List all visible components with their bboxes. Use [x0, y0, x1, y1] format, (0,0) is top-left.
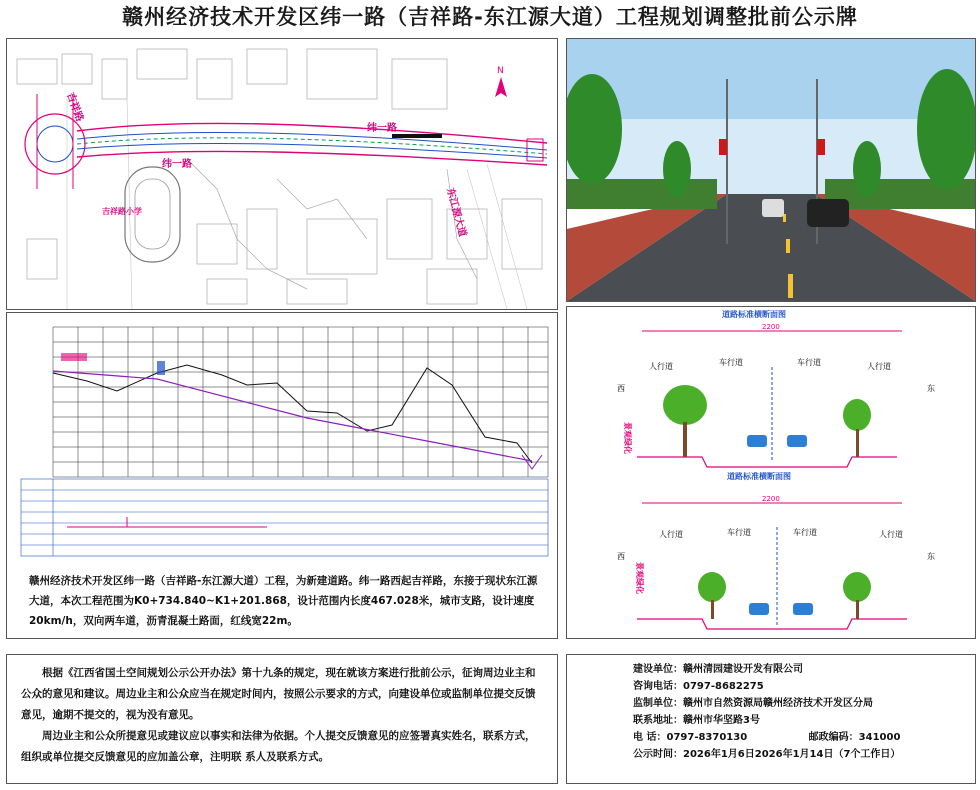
section-west-label: 西 — [617, 384, 625, 393]
map-label-dongjiangyuan: 东江源大道 — [444, 186, 468, 239]
section-east-label: 东 — [927, 384, 935, 393]
map-label-weiyi-east: 纬一路 — [367, 123, 397, 134]
builder-phone: 咨询电话：0797-8682275 — [633, 681, 764, 692]
map-label-school: 吉祥路小学 — [102, 207, 142, 216]
section-green-left-2: 景观绿化 — [635, 562, 644, 594]
page-title: 赣州经济技术开发区纬一路（吉祥路-东江源大道）工程规划调整批前公示牌 — [122, 5, 858, 29]
builder-unit: 建设单位：赣州清园建设开发有限公司 — [633, 664, 803, 675]
notice-paragraph-1: 根据《江西省国土空间规划公示公开办法》第十九条的规定，现在就该方案进行批前公示，征询周边业主和公众的意见和建议。周边业主和公众应当在规定时间内，按照公示要求的方式，向建设单位或监制单位提交反馈意见，逾期不提交的，视为没有意见。 — [21, 667, 536, 721]
section-lane-left: 车行道 — [719, 358, 743, 367]
map-label-jixiang-north: 吉祥路 — [64, 91, 85, 124]
section-sidewalk-left: 人行道 — [649, 362, 673, 371]
section-green-left: 景观绿化 — [623, 422, 632, 454]
site-plan-map — [6, 38, 558, 310]
svg-text:N: N — [497, 66, 504, 76]
contact-phone: 电 话：0797-8370130 — [633, 732, 748, 743]
section-title-standard: 道路标准横断面图 — [722, 310, 786, 319]
road-rendering — [566, 38, 976, 302]
cross-section — [566, 306, 976, 639]
longitudinal-profile — [6, 312, 558, 639]
section-east-label-2: 东 — [927, 552, 935, 561]
section-total-width-widened: 2200 — [762, 495, 780, 503]
section-lane-left-2: 车行道 — [727, 528, 751, 537]
public-notice — [6, 654, 558, 784]
section-west-label-2: 西 — [617, 552, 625, 561]
contact-info — [566, 654, 976, 784]
notice-paragraph-2: 周边业主和公众所提意见或建议应以事实和法律为依据。个人提交反馈意见的应签署真实姓名，联系方式，组织或单位提交反馈意见的应加盖公章，注明联 系人及联系方式。 — [21, 730, 536, 763]
section-title-widened: 道路标准横断面图 — [727, 472, 791, 481]
section-lane-right: 车行道 — [797, 358, 821, 367]
section-total-width-standard: 2200 — [762, 323, 780, 331]
section-sidewalk-right-2: 人行道 — [879, 530, 903, 539]
map-label-weiyi-west: 纬一路 — [162, 159, 192, 170]
notice-period: 公示时间：2026年1月6日2026年1月14日（7个工作日） — [633, 749, 901, 760]
postcode: 邮政编码：341000 — [808, 732, 901, 743]
section-sidewalk-right: 人行道 — [867, 362, 891, 371]
section-sidewalk-left-2: 人行道 — [659, 530, 683, 539]
section-lane-right-2: 车行道 — [793, 528, 817, 537]
supervisor-unit: 监制单位：赣州市自然资源局赣州经济技术开发区分局 — [633, 698, 873, 709]
project-description: 赣州经济技术开发区纬一路（吉祥路-东江源大道）工程，为新建道路。纬一路西起吉祥路，东接于现状东江源大道，本次工程范围为K0+734.840~K1+201.868，设计范围内长度467.028米，城市支路，设计速度20km/h，双向两车道，沥青混凝土路面，红线宽22m。 — [29, 575, 538, 627]
contact-address: 联系地址：赣州市华坚路3号 — [633, 715, 760, 726]
